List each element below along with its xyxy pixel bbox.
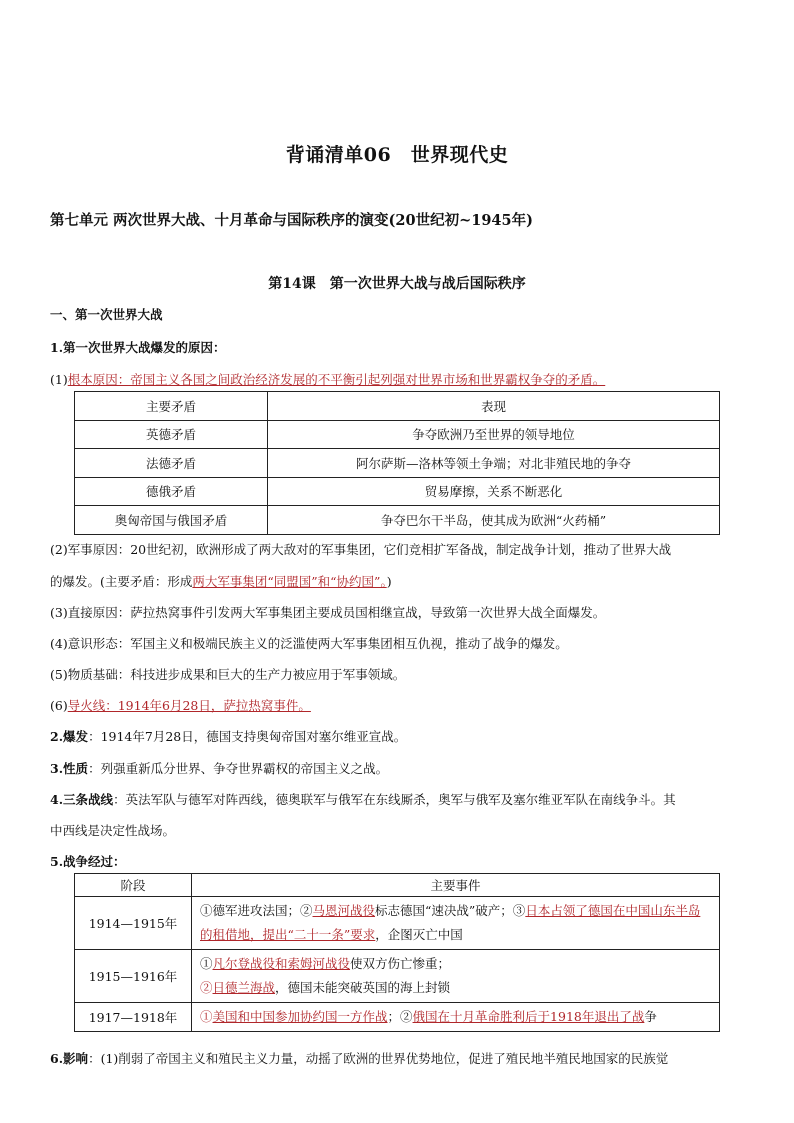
event-text: ②: [200, 980, 213, 995]
table-cell: 阿尔萨斯—洛林等领土争端；对北非殖民地的争夺: [268, 449, 720, 478]
event-key: 凡尔登战役和索姆河战役: [212, 956, 351, 971]
course-heading: 5.战争经过：: [50, 854, 126, 869]
event-text: ①德军进攻法国；②: [200, 903, 313, 918]
table-row: [75, 897, 720, 950]
root-cause-prefix: (1): [50, 372, 68, 387]
fuse-text: 导火线：1914年6月28日，萨拉热窝事件。: [67, 698, 311, 713]
table-header-row: [75, 874, 720, 897]
fuse-prefix: (6): [50, 698, 68, 713]
ideology-cause: (4)意识形态：军国主义和极端民族主义的泛滥使两大军事集团相互仇视，推动了战争的爆发。: [50, 636, 568, 651]
fuse-cause: [50, 696, 311, 714]
event-text: ，德国未能突破英国的海上封锁: [275, 980, 451, 995]
event-key: 俄国在十月革命胜利后于1918年退出了战: [412, 1009, 645, 1024]
section-heading-wwi: 一、第一次世界大战: [50, 307, 163, 322]
event-text: ①: [200, 956, 213, 971]
material-cause: (5)物质基础：科技进步成果和巨大的生产力被应用于军事领域。: [50, 667, 406, 682]
table-header-row: [75, 392, 720, 421]
unit-heading: 第七单元 两次世界大战、十月革命与国际秩序的演变(20世纪初~1945年): [50, 212, 533, 229]
event-text: ①: [200, 1009, 213, 1024]
table-cell: 争夺巴尔干半岛，使其成为欧洲“火药桶”: [268, 506, 720, 535]
fronts-label: 4.三条战线: [50, 792, 114, 807]
military-cause-line1: (2)军事原因：20世纪初，欧洲形成了两大敌对的军事集团，它们竞相扩军备战，制定战争计划，推动了世界大战: [50, 542, 672, 557]
events-cell: [192, 950, 720, 1003]
table-header-cell: 主要矛盾: [75, 392, 268, 421]
direct-cause: (3)直接原因：萨拉热窝事件引发两大军事集团主要成员国相继宣战，导致第一次世界大战全面爆发。: [50, 605, 606, 620]
causes-heading: 1.第一次世界大战爆发的原因：: [50, 340, 226, 355]
table-header-cell: 阶段: [75, 874, 192, 897]
event-key: 美国和中国参加协约国一方作战: [212, 1009, 388, 1024]
fronts-line2: 中西线是决定性战场。: [50, 823, 176, 838]
stage-cell: 1915—1916年: [75, 950, 192, 1003]
outbreak-text: ：1914年7月28日，德国支持奥匈帝国对塞尔维亚宣战。: [88, 729, 407, 744]
table-row: [75, 477, 720, 506]
event-key: 日本占领了德国在中国山东半岛的租借地，提出“二十一条”要求: [200, 903, 701, 942]
outbreak-line: [50, 727, 406, 745]
nature-line: [50, 759, 388, 777]
military-alliances: 两大军事集团“同盟国”和“协约国”。: [192, 574, 387, 589]
table-cell: 奥匈帝国与俄国矛盾: [75, 506, 268, 535]
military-close: ): [386, 574, 392, 589]
table-cell: 贸易摩擦，关系不断恶化: [268, 477, 720, 506]
table-row: [75, 449, 720, 478]
nature-label: 3.性质: [50, 761, 89, 776]
impact-label: 6.影响: [50, 1051, 89, 1066]
event-key: 马恩河战役: [312, 903, 376, 918]
events-cell: [192, 897, 720, 950]
impact-text: ：(1)削弱了帝国主义和殖民主义力量，动摇了欧洲的世界优势地位，促进了殖民地半殖民地国家的民族觉: [88, 1051, 669, 1066]
event-text: 争: [644, 1009, 657, 1024]
table-row: [75, 950, 720, 1003]
table-header-cell: 主要事件: [192, 874, 720, 897]
military-cause-line2: [50, 572, 392, 590]
events-cell: [192, 1003, 720, 1032]
table-cell: 争夺欧洲乃至世界的领导地位: [268, 420, 720, 449]
event-text: ，企图灭亡中国: [375, 927, 463, 942]
contradictions-table: [74, 391, 720, 535]
table-row: [75, 506, 720, 535]
military-text: 的爆发。(主要矛盾：形成: [50, 574, 193, 589]
fronts-line1: [50, 790, 676, 808]
stage-cell: 1917—1918年: [75, 1003, 192, 1032]
table-cell: 德俄矛盾: [75, 477, 268, 506]
root-cause: [50, 370, 605, 388]
lesson-heading: 第14课 第一次世界大战与战后国际秩序: [268, 276, 526, 292]
table-cell: 英德矛盾: [75, 420, 268, 449]
event-text: 标志德国“速决战”破产；③: [375, 903, 526, 918]
nature-text: ：列强重新瓜分世界、争夺世界霸权的帝国主义之战。: [88, 761, 389, 776]
event-text: 使双方伤亡惨重；: [350, 956, 451, 971]
fronts-text: ：英法军队与德军对阵西线，德奥联军与俄军在东线厮杀，奥军与俄军及塞尔维亚军队在南线争斗。其: [113, 792, 676, 807]
table-row: [75, 420, 720, 449]
table-header-cell: 表现: [268, 392, 720, 421]
event-key: 日德兰海战: [212, 980, 276, 995]
page-title: 背诵清单06 世界现代史: [285, 144, 509, 166]
table-row: [75, 1003, 720, 1032]
table-cell: 法德矛盾: [75, 449, 268, 478]
impact-line: [50, 1049, 668, 1067]
root-cause-text: 根本原因：帝国主义各国之间政治经济发展的不平衡引起列强对世界市场和世界霸权争夺的矛盾。: [67, 372, 606, 387]
event-text: ；②: [387, 1009, 413, 1024]
stage-cell: 1914—1915年: [75, 897, 192, 950]
outbreak-label: 2.爆发: [50, 729, 89, 744]
war-course-table: [74, 873, 720, 1032]
